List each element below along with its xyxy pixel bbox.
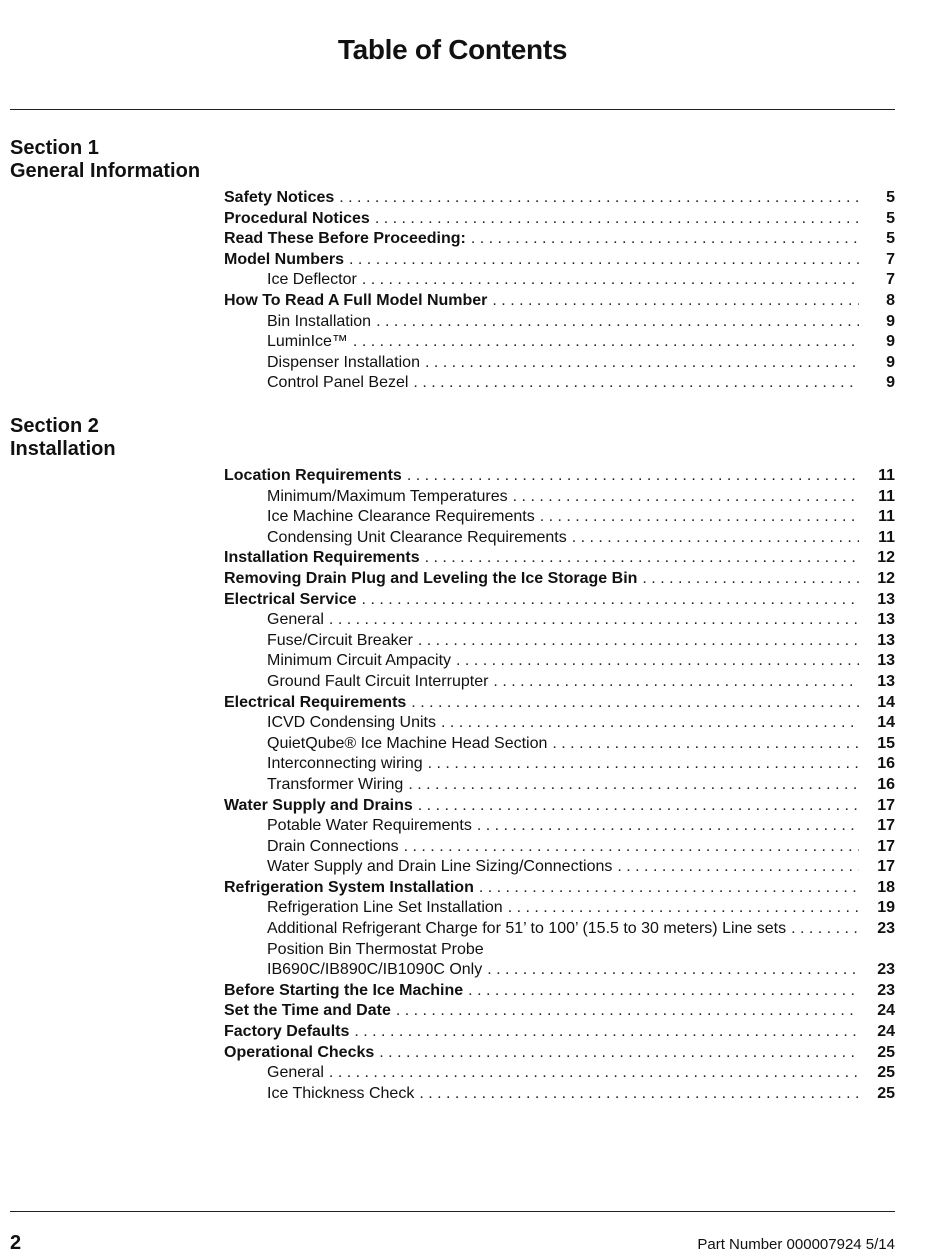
toc-entry-page: 24 — [877, 1023, 895, 1041]
toc-entry-title: Fuse/Circuit Breaker — [267, 631, 413, 649]
toc-dot-leader — [407, 466, 859, 487]
toc-entry[interactable] — [224, 960, 895, 981]
toc-entry-title: Bin Installation — [267, 312, 372, 330]
toc-dot-leader — [425, 548, 859, 569]
toc-entry[interactable] — [224, 270, 895, 291]
toc-entry-page: 13 — [877, 631, 895, 649]
toc-dot-leader — [513, 487, 859, 508]
toc-entry-page: 9 — [886, 333, 895, 351]
toc-entry[interactable] — [224, 631, 895, 652]
toc-dot-leader — [441, 713, 859, 734]
toc-entry-page: 5 — [886, 189, 895, 206]
toc-entry-page: 7 — [886, 250, 895, 268]
toc-entry[interactable] — [224, 816, 895, 837]
toc-entry[interactable] — [224, 919, 895, 940]
toc-entry[interactable] — [224, 312, 895, 333]
toc-dot-leader — [468, 981, 859, 1002]
toc-dot-leader — [508, 898, 859, 919]
toc-entry-title: Operational Checks — [224, 1043, 375, 1061]
toc-entry[interactable] — [224, 250, 895, 271]
toc-entry-title: Drain Connections — [267, 837, 399, 855]
toc-entry-title: Procedural Notices — [224, 209, 370, 227]
toc-entry-page: 12 — [877, 569, 895, 587]
toc-entry[interactable] — [224, 590, 895, 611]
toc-entry[interactable] — [224, 353, 895, 374]
section-2-number: Section 2 — [10, 415, 99, 437]
top-divider — [10, 109, 895, 110]
toc-entry-title: Dispenser Installation — [267, 353, 420, 371]
section-1-number: Section 1 — [10, 137, 99, 159]
toc-entry[interactable] — [224, 466, 895, 487]
toc-entry-page: 18 — [877, 878, 895, 896]
toc-entry-title: Read These Before Proceeding: — [224, 230, 466, 248]
toc-entry[interactable] — [224, 229, 895, 250]
toc-entry-title: Control Panel Bezel — [267, 374, 409, 392]
toc-entry-title: Electrical Service — [224, 590, 357, 608]
toc-entry-title: Ground Fault Circuit Interrupter — [267, 672, 489, 690]
toc-entry-page: 14 — [877, 693, 895, 711]
toc-dot-leader — [396, 1001, 859, 1022]
toc-entry[interactable] — [224, 775, 895, 796]
toc-dot-leader — [408, 775, 859, 796]
toc-entry[interactable] — [224, 188, 895, 209]
toc-entry-title: Transformer Wiring — [267, 775, 404, 793]
toc-entry-page: 17 — [877, 796, 895, 814]
toc-entry[interactable] — [224, 373, 895, 394]
toc-dot-leader — [487, 960, 859, 981]
toc-entry-title: Removing Drain Plug and Leveling the Ice Storage Bin — [224, 569, 638, 587]
toc-dot-leader — [418, 796, 859, 817]
toc-dot-leader — [477, 816, 859, 837]
toc-entry-title: Minimum Circuit Ampacity — [267, 652, 452, 670]
toc-dot-leader — [419, 1084, 859, 1105]
toc-entry-title: Refrigeration Line Set Installation — [267, 899, 503, 917]
toc-entry[interactable] — [224, 569, 895, 590]
toc-entry-page: 13 — [877, 672, 895, 690]
toc-entry[interactable] — [224, 878, 895, 899]
toc-entry[interactable] — [224, 693, 895, 714]
toc-dot-leader — [425, 353, 859, 374]
toc-dot-leader — [329, 1063, 859, 1084]
toc-entry-title: Installation Requirements — [224, 549, 420, 567]
toc-entry-title: Ice Deflector — [267, 271, 357, 289]
toc-dot-leader — [418, 631, 859, 652]
toc-entry-page: 13 — [877, 611, 895, 629]
bottom-divider — [10, 1211, 895, 1212]
toc-entry[interactable] — [224, 672, 895, 693]
toc-entry-page: 23 — [877, 920, 895, 938]
section-2-toc — [224, 466, 895, 1104]
toc-entry-page: 11 — [878, 528, 895, 546]
toc-entry[interactable] — [224, 754, 895, 775]
toc-entry-title: General — [267, 1064, 324, 1082]
toc-dot-leader — [404, 837, 859, 858]
toc-entry[interactable] — [224, 1063, 895, 1084]
toc-entry[interactable] — [224, 981, 895, 1002]
toc-entry-title: Model Numbers — [224, 250, 345, 268]
toc-dot-leader — [376, 312, 859, 333]
toc-entry-title: Safety Notices — [224, 189, 335, 206]
toc-entry-page: 25 — [877, 1064, 895, 1082]
toc-dot-leader — [413, 373, 859, 394]
toc-entry[interactable] — [224, 837, 895, 858]
toc-entry-page: 5 — [886, 209, 895, 227]
toc-entry[interactable] — [224, 1022, 895, 1043]
footer-part-number: Part Number 000007924 5/14 — [697, 1236, 895, 1253]
toc-entry-title: Position Bin Thermostat Probe — [267, 940, 484, 958]
toc-entry-title: Potable Water Requirements — [267, 817, 472, 835]
toc-dot-leader — [456, 651, 859, 672]
section-1-toc — [224, 188, 895, 394]
toc-entry-title: Location Requirements — [224, 467, 402, 484]
section-1-name: General Information — [10, 160, 201, 182]
toc-entry[interactable] — [224, 528, 895, 549]
section-2-heading — [10, 415, 116, 461]
toc-entry[interactable] — [224, 209, 895, 230]
toc-dot-leader — [617, 857, 859, 878]
toc-entry-page: 12 — [877, 549, 895, 567]
toc-entry-title: Factory Defaults — [224, 1023, 350, 1041]
toc-entry-page: 13 — [877, 652, 895, 670]
toc-entry[interactable] — [224, 857, 895, 878]
toc-entry[interactable] — [224, 651, 895, 672]
toc-dot-leader — [329, 610, 859, 631]
toc-entry-title: Set the Time and Date — [224, 1002, 391, 1020]
toc-entry-title: How To Read A Full Model Number — [224, 291, 488, 309]
toc-entry-page: 9 — [886, 312, 895, 330]
toc-entry-page: 25 — [877, 1043, 895, 1061]
toc-dot-leader — [479, 878, 859, 899]
toc-dot-leader — [493, 672, 859, 693]
toc-entry-page: 9 — [886, 374, 895, 392]
toc-entry-page: 11 — [878, 508, 895, 526]
toc-entry-page: 11 — [878, 467, 895, 484]
toc-dot-leader — [428, 754, 859, 775]
toc-entry-title: Ice Thickness Check — [267, 1084, 415, 1102]
toc-entry[interactable] — [224, 487, 895, 508]
toc-dot-leader — [362, 590, 859, 611]
toc-entry-page: 23 — [877, 981, 895, 999]
toc-entry-title: Interconnecting wiring — [267, 755, 423, 773]
toc-dot-leader — [642, 569, 859, 590]
toc-entry[interactable] — [224, 713, 895, 734]
toc-entry-title: Minimum/Maximum Temperatures — [267, 487, 508, 505]
toc-entry-page: 8 — [886, 291, 895, 309]
toc-entry-title: LuminIce™ — [267, 333, 348, 351]
toc-entry-page: 19 — [877, 899, 895, 917]
toc-entry-title: Electrical Requirements — [224, 693, 407, 711]
toc-entry-page: 17 — [877, 817, 895, 835]
toc-entry[interactable] — [224, 332, 895, 353]
toc-entry[interactable] — [224, 1084, 895, 1105]
toc-dot-leader — [379, 1043, 859, 1064]
toc-entry[interactable] — [224, 1043, 895, 1064]
toc-entry-title: QuietQube® Ice Machine Head Section — [267, 734, 548, 752]
toc-entry-page: 9 — [886, 353, 895, 371]
toc-entry-page: 11 — [878, 487, 895, 505]
toc-entry[interactable] — [224, 610, 895, 631]
page-title: Table of Contents — [337, 34, 568, 65]
toc-entry[interactable] — [224, 548, 895, 569]
toc-dot-leader — [354, 1022, 859, 1043]
toc-entry-page: 24 — [877, 1002, 895, 1020]
toc-dot-leader — [471, 229, 859, 250]
toc-entry-page: 13 — [877, 590, 895, 608]
toc-entry-title: Condensing Unit Clearance Requirements — [267, 528, 567, 546]
toc-entry[interactable] — [224, 734, 895, 755]
toc-entry-page: 14 — [877, 714, 895, 732]
toc-entry-title: Water Supply and Drains — [224, 796, 413, 814]
toc-dot-leader — [552, 734, 859, 755]
toc-entry-page: 7 — [886, 271, 895, 289]
toc-entry[interactable] — [224, 1001, 895, 1022]
toc-entry-title: Refrigeration System Installation — [224, 878, 474, 896]
toc-entry-title: Before Starting the Ice Machine — [224, 981, 464, 999]
toc-entry-page: 5 — [886, 230, 895, 248]
toc-entry-page: 17 — [877, 858, 895, 876]
toc-dot-leader — [349, 250, 859, 271]
section-1-heading — [10, 137, 200, 183]
toc-dot-leader — [540, 507, 859, 528]
toc-dot-leader — [572, 528, 859, 549]
toc-entry-page: 25 — [877, 1084, 895, 1102]
toc-dot-leader — [791, 919, 859, 940]
toc-entry-title: Water Supply and Drain Line Sizing/Connections — [267, 858, 613, 876]
toc-entry-title: Additional Refrigerant Charge for 51’ to 100’ (15.5 to 30 meters) Line sets — [267, 920, 787, 938]
toc-dot-leader — [492, 291, 859, 312]
toc-entry[interactable] — [224, 940, 895, 961]
toc-entry-title: IB690C/IB890C/IB1090C Only — [267, 961, 483, 979]
toc-entry-title: General — [267, 611, 324, 629]
toc-entry-title: Ice Machine Clearance Requirements — [267, 508, 535, 526]
toc-entry[interactable] — [224, 291, 895, 312]
toc-dot-leader — [375, 209, 859, 230]
toc-dot-leader — [339, 188, 859, 209]
toc-dot-leader — [411, 693, 859, 714]
toc-entry-page: 17 — [877, 837, 895, 855]
toc-entry-page: 15 — [877, 734, 895, 752]
toc-entry[interactable] — [224, 796, 895, 817]
toc-dot-leader — [353, 332, 859, 353]
toc-entry[interactable] — [224, 898, 895, 919]
toc-entry[interactable] — [224, 507, 895, 528]
toc-entry-page: 23 — [877, 961, 895, 979]
toc-entry-page: 16 — [877, 775, 895, 793]
toc-entry-title: ICVD Condensing Units — [267, 714, 436, 732]
footer-page-number: 2 — [10, 1232, 22, 1254]
section-2-name: Installation — [10, 438, 116, 460]
toc-dot-leader — [362, 270, 859, 291]
toc-entry-page: 16 — [877, 755, 895, 773]
